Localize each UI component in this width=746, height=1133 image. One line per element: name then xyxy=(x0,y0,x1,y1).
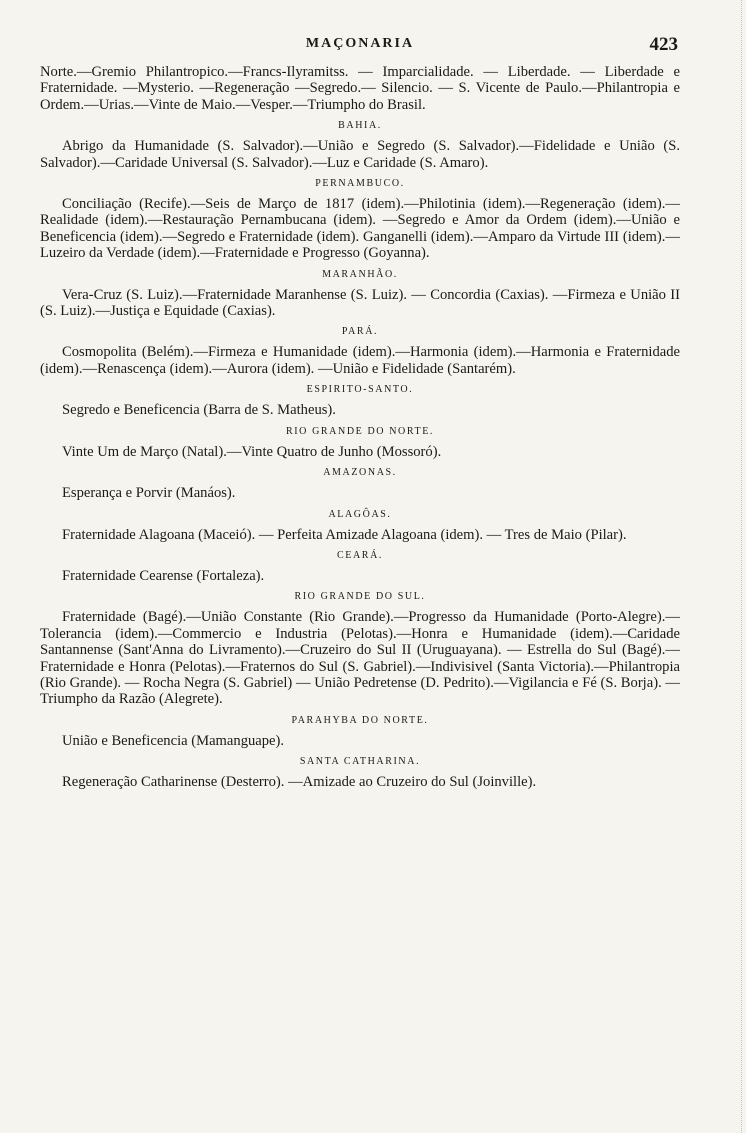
section-title: RIO GRANDE DO SUL. xyxy=(294,591,426,603)
page-content xyxy=(40,64,680,791)
section-amazonas xyxy=(40,466,680,501)
section-para xyxy=(40,325,680,377)
section-alagoas xyxy=(40,508,680,543)
section-title: PERNAMBUCO. xyxy=(315,178,405,190)
section-body: Segredo e Beneficencia (Barra de S. Matheus). xyxy=(62,402,336,419)
section-maranhao xyxy=(40,268,680,320)
section-rio-grande-do-norte xyxy=(40,425,680,460)
section-title: CEARÁ. xyxy=(337,549,383,561)
section-body: Vinte Um de Março (Natal).—Vinte Quatro de Junho (Mossoró). xyxy=(62,443,442,460)
section-body: Abrigo da Humanidade (S. Salvador).—União e Segredo (S. Salvador).—Fidelidade e União (S. Salvador).—Caridade Universal (S. Salvador).—Luz e Caridade (S. Amaro). xyxy=(40,138,680,171)
section-body: Fraternidade Cearense (Fortaleza). xyxy=(62,567,265,584)
section-parahyba-do-norte xyxy=(40,714,680,749)
page-edge xyxy=(735,0,742,1133)
section-body: Conciliação (Recife).—Seis de Março de 1817 (idem).—Philotinia (idem).—Regeneração (idem).—Realidade (idem).—Restauração Pernambucana (idem). —Segredo e Amor da Ordem (idem).—União e Beneficencia (idem).—Segredo e Fraternidade (idem). Ganganelli (idem).—Amparo da Virtude III (idem).—Luzeiro da Verdade (idem).—Fraternidade e Progresso (Goyanna). xyxy=(40,196,680,262)
section-title: SANTA CATHARINA. xyxy=(299,756,421,768)
section-title: PARÁ. xyxy=(341,326,379,338)
section-body: Vera-Cruz (S. Luiz).—Fraternidade Maranhense (S. Luiz). — Concordia (Caxias). —Firmeza e União II (S. Luiz).—Justiça e Equidade (Caxias). xyxy=(40,286,680,320)
section-body: Fraternidade (Bagé).—União Constante (Rio Grande).—Progresso da Humanidade (Porto-Alegre).—Tolerancia (idem).—Commercio e Industria (Pelotas).—Honra e Humanidade (idem).—Caridade Santannense (Sant'Anna do Livramento).—Cruzeiro do Sul II (Uruguayana). — Estrella do Sul (Bagé).— Fraternidade e Honra (Pelotas).—Fraternos do Sul (S. Gabriel).—Indivisivel (Santa Victoria).—Philantropia (Rio Grande). — Rocha Negra (S. Gabriel) — União Pedretense (D. Pedrito).—Vigilancia e Fé (S. Borja). —Triumpho da Razão (Alegrete). xyxy=(40,609,680,708)
section-body: Cosmopolita (Belém).—Firmeza e Humanidade (idem).—Harmonia (idem).—Harmonia e Fraternidade (idem).—Renascença (idem).—Aurora (idem). —União e Fidelidade (Santarém). xyxy=(40,344,680,377)
section-title: ESPIRITO-SANTO. xyxy=(306,384,414,396)
section-bahia xyxy=(40,119,680,171)
section-title: AMAZONAS. xyxy=(323,467,397,479)
section-body: Esperança e Porvir (Manáos). xyxy=(62,485,236,502)
section-title: MARANHÃO. xyxy=(322,268,398,280)
section-title: RIO GRANDE DO NORTE. xyxy=(285,425,435,437)
section-body: Fraternidade Alagoana (Maceió). — Perfeita Amizade Alagoana (idem). — Tres de Maio (Pilar). xyxy=(62,526,627,543)
section-pernambuco xyxy=(40,177,680,262)
section-espirito-santo xyxy=(40,383,680,418)
section-ceara xyxy=(40,549,680,584)
running-title: MAÇONARIA xyxy=(305,36,415,51)
section-body: Regeneração Catharinense (Desterro). —Amizade ao Cruzeiro do Sul (Joinville). xyxy=(62,774,537,791)
page-header xyxy=(40,30,680,60)
section-rio-grande-do-sul xyxy=(40,590,680,707)
page-number: 423 xyxy=(649,34,678,55)
section-title: ALAGÔAS. xyxy=(328,508,392,520)
section-title: BAHIA. xyxy=(338,120,382,132)
section-body: União e Beneficencia (Mamanguape). xyxy=(62,732,285,749)
section-santa-catharina xyxy=(40,755,680,790)
intro-paragraph: Norte.—Gremio Philantropico.—Francs-Ilyramitss. — Imparcialidade. — Liberdade. — Liberdade e Fraternidade. —Mysterio. —Regeneração —Segredo.— Silencio. — S. Vicente de Paulo.—Philantropia e Ordem.—Urias.—Vinte de Maio.—Vesper.—Triumpho do Brasil. xyxy=(40,64,680,113)
section-title: PARAHYBA DO NORTE. xyxy=(291,714,429,726)
